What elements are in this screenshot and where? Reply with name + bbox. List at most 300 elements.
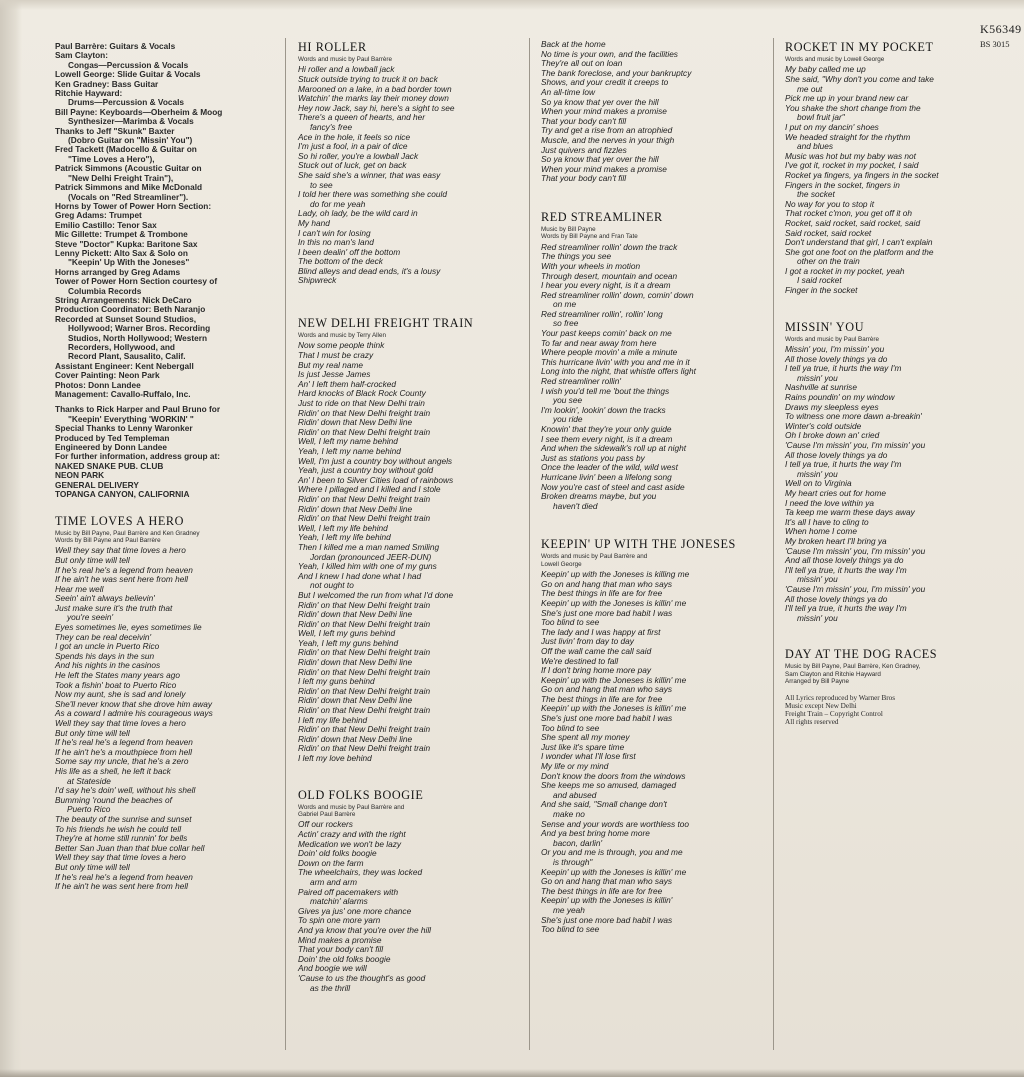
credit-line: Ken Gradney: Bass Guitar — [55, 78, 159, 89]
lyric-line: is through" — [553, 856, 593, 867]
credit-line: Freight Train – Copyright Control — [785, 709, 883, 718]
lyric-line: Fingers in the socket, fingers in — [785, 179, 900, 190]
lyric-line: My hand — [298, 217, 330, 228]
credit-line: GENERAL DELIVERY — [55, 479, 139, 490]
lyric-line: The best things in life are for free — [541, 885, 663, 896]
lyric-line: And boogie we will — [298, 963, 367, 974]
lyric-line: She's just one more bad habit I was — [541, 914, 673, 925]
song-title: TIME LOVES A HERO — [55, 513, 185, 528]
lyric-line: Your past keeps comin' back on me — [541, 328, 672, 339]
lyric-line: And I knew I had done what I had — [298, 570, 422, 581]
lyric-line: bacon, darlin' — [553, 837, 603, 848]
lyric-line: Yeah, I killed him with one of my guns — [298, 561, 437, 572]
lyric-line: Go on and hang that man who says — [541, 684, 672, 695]
credit-line: Engineered by Donn Landee — [55, 442, 168, 453]
lyric-line: I left my love behind — [298, 753, 372, 763]
lyric-line: Well they say that time loves a hero — [55, 545, 186, 556]
lyric-line: 'Cause I'm missin' you, I'm missin' you — [785, 583, 926, 594]
credit-line: All rights reserved — [785, 717, 839, 726]
lyric-line: 'Cause to us the thought's as good — [298, 972, 426, 983]
credit-line: Synthesizer—Marimba & Vocals — [68, 116, 194, 127]
lyric-line: Down on the farm — [298, 857, 364, 868]
lyric-line: No way for you to stop it — [785, 198, 875, 209]
lyric-line: Go on and hang that man who says — [541, 876, 672, 887]
song-lyrics — [541, 570, 763, 935]
lyric-line: So hi roller, you're a lowball Jack — [298, 150, 419, 161]
lyric-line: and blues — [797, 141, 833, 152]
lyric-line: at Stateside — [67, 775, 111, 786]
song-credit — [541, 553, 763, 568]
lyric-line: Ridin' on that New Delhi freight train — [298, 407, 431, 418]
lyric-line: Keepin' up with the Joneses is killin' me — [541, 866, 687, 877]
lyric-line: And ya know that you're over the hill — [298, 924, 432, 935]
lyric-line: Doin' the old folks boogie — [298, 953, 391, 964]
lyric-line: I left my life behind — [298, 714, 368, 725]
credit-line: "Keepin' Up With the Joneses" — [68, 257, 190, 268]
lyric-line: Hey now Jack, say hi, here's a sight to see — [298, 102, 455, 113]
lyric-line: Marooned on a lake, in a bad border town — [298, 83, 452, 94]
lyric-line: And she said, "Small change don't — [541, 799, 667, 810]
lyric-line: Shipwreck — [298, 275, 337, 286]
lyric-line: Jordan (pronounced JEER-DUN) — [310, 551, 432, 562]
lyric-line: When home I come — [785, 526, 857, 537]
lyric-line: When your mind makes a promise — [541, 163, 667, 174]
credit-line: Music by Bill Payne, Paul Barrère and Ken Gradney — [55, 529, 200, 537]
sleeve-top-edge — [0, 0, 1024, 10]
lyric-line: Just livin' from day to day — [541, 636, 634, 647]
lyric-line: Just to ride on that New Delhi train — [298, 398, 425, 409]
song-credit — [541, 226, 763, 241]
song-credit — [785, 663, 985, 685]
lyric-line: I'm just a fool, in a pair of dice — [298, 141, 408, 152]
lyric-line: Keepin' up with the Joneses is killin' me — [541, 597, 687, 608]
lyric-line: And his nights in the casinos — [55, 660, 161, 671]
lyric-line: Yeah, just a country boy without gold — [298, 465, 434, 476]
lyric-line: Sense and your words are worthless too — [541, 818, 690, 829]
lyric-line: But only time will tell — [55, 727, 130, 738]
lyric-line: Well on to Virginia — [785, 478, 852, 489]
lyric-line: She said, "Why don't you come and take — [785, 74, 934, 84]
credit-line: Words and music by Terry Allen — [298, 332, 386, 340]
credit-line: Lowell George: Slide Guitar & Vocals — [55, 69, 201, 80]
song-red-streamliner — [541, 210, 763, 511]
lyric-line: arm and arm — [310, 876, 358, 887]
lyric-line: And ya best bring home more — [541, 828, 650, 839]
lyric-line: Well, I left my guns behind — [298, 628, 396, 639]
lyric-line: 'Cause I'm missin' you, I'm missin' you — [785, 440, 926, 450]
column-1 — [55, 42, 275, 892]
lyric-line: as the thrill — [310, 982, 351, 993]
lyric-line: If he ain't he was sent here from hell — [55, 574, 189, 585]
credit-line: Columbia Records — [68, 285, 142, 296]
lyric-line: Watchin' the marks lay their money down — [298, 93, 449, 104]
lyric-line: Hurricane livin' been a lifelong song — [541, 471, 672, 482]
credit-line: Special Thanks to Lenny Waronker — [55, 423, 193, 434]
lyric-line: To his friends he wish he could tell — [55, 823, 182, 834]
song-time-loves-a-hero — [55, 514, 275, 892]
lyric-line: Well they say that time loves a hero — [55, 718, 186, 728]
lyric-line: not ought to — [310, 580, 354, 591]
lyric-line: Rains poundin' on my window — [785, 392, 895, 403]
lyric-line: me out — [797, 83, 823, 94]
lyric-line: Ridin' down that New Delhi line — [298, 503, 413, 514]
lyric-line: Ridin' on that New Delhi freight train — [298, 666, 431, 677]
credit-line: Lowell George — [541, 560, 582, 568]
lyric-line: Ridin' on that New Delhi freight train — [298, 426, 431, 437]
lyric-line: They can be real deceivin' — [55, 631, 152, 642]
lyric-line: Said rocket, said rocket — [785, 227, 872, 238]
lyric-line: To witness one more dawn a-breakin' — [785, 411, 922, 422]
lyric-line: Red streamliner rollin' down the track — [541, 241, 678, 252]
credit-line: Words and music by Lowell George — [785, 56, 885, 63]
lyric-line: And all those lovely things ya do — [785, 555, 904, 566]
lyric-line: The things you see — [541, 251, 612, 262]
credit-line: TOPANGA CANYON, CALIFORNIA — [55, 489, 190, 500]
credit-line: String Arrangements: Nick DeCaro — [55, 294, 192, 305]
credit-line: Patrick Simmons (Acoustic Guitar on — [55, 163, 202, 174]
song-old-folks-boogie — [298, 788, 518, 994]
lyric-line: you ride — [553, 414, 583, 425]
lyric-line: No time is your own, and the facilities — [541, 48, 678, 59]
song-title: RED STREAMLINER — [541, 209, 663, 224]
song-keepin-up-with-the-joneses — [541, 537, 763, 934]
lyric-line: All those lovely things ya do — [785, 353, 888, 364]
lyric-line: We're destined to fall — [541, 655, 619, 666]
lyric-line: missin' you — [797, 468, 838, 479]
lyric-line: Yeah, I left my guns behind — [298, 637, 399, 648]
lyric-line: The best things in life are for free — [541, 588, 663, 599]
credit-line: Words and music by Paul Barrère and — [298, 803, 405, 811]
lyric-line: I need the love within ya — [785, 497, 875, 508]
lyric-line: The bank foreclose, and your bankruptcy — [541, 67, 692, 78]
lyric-line: Hi roller and a lowball jack — [298, 64, 395, 75]
lyric-line: Well, I left my name behind — [298, 436, 398, 447]
lyric-line: missin' you — [797, 612, 838, 623]
credit-line: Patrick Simmons and Mike McDonald — [55, 182, 203, 193]
lyric-line: Mind makes a promise — [298, 934, 382, 945]
lyric-line: you're seein' — [67, 612, 114, 623]
lyric-line: Spends his days in the sun — [55, 650, 155, 661]
lyric-line: But only time will tell — [55, 554, 130, 565]
lyric-line: Keepin' up with the Joneses is killing me — [541, 569, 690, 580]
lyric-line: Keepin' up with the Joneses is killin' me — [541, 674, 687, 685]
lyric-line: Through desert, mountain and ocean — [541, 270, 678, 281]
lyric-line: I hear you every night, is it a dream — [541, 280, 671, 291]
lyric-line: matchin' alarms — [310, 896, 368, 907]
lyric-line: missin' you — [797, 372, 838, 383]
lyric-line: Better San Juan than that blue collar hell — [55, 842, 205, 853]
lyric-line: Doin' old folks boogie — [298, 848, 377, 859]
lyric-line: He left the States many years ago — [55, 670, 180, 681]
lyric-line: With your wheels in motion — [541, 260, 641, 271]
lyric-line: Muscle, and the nerves in your thigh — [541, 134, 675, 145]
lyric-line: Ridin' on that New Delhi freight train — [298, 743, 431, 754]
lyric-line: Ridin' down that New Delhi line — [298, 695, 413, 706]
song-lyrics — [298, 820, 518, 993]
lyric-line: I got an uncle in Puerto Rico — [55, 641, 160, 652]
lyric-line: Is just Jesse James — [298, 369, 371, 380]
lyric-line: An all-time low — [541, 86, 595, 97]
song-title: NEW DELHI FREIGHT TRAIN — [298, 316, 474, 331]
lyric-line: Back at the home — [541, 39, 606, 49]
lyric-line: I said rocket — [797, 275, 842, 286]
lyric-line: That rocket c'mon, you get off it oh — [785, 208, 913, 219]
lyric-line: Ridin' on that New Delhi freight train — [298, 618, 431, 629]
lyric-line: The bottom of the deck — [298, 256, 383, 267]
lyric-line: If he ain't he's a mouthpiece from hell — [55, 746, 192, 757]
lyric-line: I'm lookin', lookin' down the tracks — [541, 404, 666, 415]
credit-line: Horns by Tower of Power Horn Section: — [55, 200, 212, 211]
lyric-line: Try and get a rise from an atrophied — [541, 125, 673, 136]
lyric-line: Ridin' on that New Delhi freight train — [298, 724, 431, 735]
lyric-line: haven't died — [553, 500, 598, 511]
lyric-line: She's just one more bad habit I was — [541, 713, 673, 724]
credit-line: "Keepin' Everything 'WORKIN' " — [68, 413, 194, 424]
lyric-line: Gives ya jus' one more chance — [298, 905, 412, 916]
lyric-line: I'll tell ya true, it hurts the way I'm — [785, 564, 907, 575]
lyric-line: So ya know that yer over the hill — [541, 96, 659, 107]
song-lyrics — [55, 546, 275, 891]
lyric-line: Ridin' on that New Delhi freight train — [298, 705, 431, 716]
lyric-line: This hurricane livin' with you and me in it — [541, 356, 690, 367]
credit-line: Cover Painting: Neon Park — [55, 370, 160, 381]
song-credit — [785, 336, 985, 343]
lyric-line: Lady, oh lady, be the wild card in — [298, 208, 418, 219]
lyric-line: the socket — [797, 189, 835, 200]
lyric-line: Music was hot but my baby was not — [785, 150, 916, 161]
lyric-line: She got one foot on the platform and the — [785, 246, 934, 257]
lyric-line: That I must be crazy — [298, 350, 374, 361]
credit-line: Sam Clayton: — [55, 50, 109, 61]
lyric-line: Blind alleys and dead ends, it's a lousy — [298, 265, 441, 276]
credit-line: Management: Cavallo-Ruffalo, Inc. — [55, 389, 191, 400]
lyric-line: I see them every night, is it a dream — [541, 433, 673, 444]
lyric-line: His life as a shell, he left it back — [55, 765, 171, 776]
lyric-line: you see — [553, 395, 583, 406]
lyric-line: Ridin' on that New Delhi freight train — [298, 685, 431, 696]
lyric-line: Ridin' on that New Delhi freight train — [298, 647, 431, 658]
lyric-line: There's a queen of hearts, and her — [298, 112, 426, 123]
lyric-line: Red streamliner rollin' down, comin' down — [541, 289, 694, 300]
column-divider — [773, 38, 774, 1050]
bs-number: BS 3015 — [980, 39, 1010, 49]
lyric-line: Now you're cast of steel and cast aside — [541, 481, 685, 492]
credit-line: Arranged by Bill Payne — [785, 678, 850, 686]
song-hi-roller — [298, 40, 518, 286]
credit-line: Lenny Pickett: Alto Sax & Solo on — [55, 247, 188, 258]
credit-line: Horns arranged by Greg Adams — [55, 266, 181, 277]
lyric-line: Don't understand that girl, I can't explain — [785, 237, 933, 248]
lyric-line: They're all out on loan — [541, 58, 623, 69]
lyric-line: Well they say that time loves a hero — [55, 852, 186, 863]
lyric-line: Knowin' that they're your only guide — [541, 424, 672, 434]
song-credit — [298, 56, 518, 63]
lyric-line: I'd say he's doin' well, without his shell — [55, 785, 196, 796]
lyric-line: and abused — [553, 789, 597, 800]
catalog-numbers — [980, 22, 1024, 49]
lyric-line: bowl fruit jar" — [797, 112, 845, 123]
credit-line: Congas—Percussion & Vocals — [68, 59, 189, 70]
credit-line: Thanks to Jeff "Skunk" Baxter — [55, 125, 175, 136]
lyric-line: And when the sidewalk's roll up at night — [541, 443, 687, 454]
credit-line: Music by Bill Payne, Paul Barrère, Ken Gradney, — [785, 663, 921, 671]
lyric-line: So ya know that yer over the hill — [541, 154, 659, 165]
lyric-line: Don't know the doors from the windows — [541, 770, 686, 781]
song-lyrics — [785, 345, 985, 623]
sleeve-left-edge — [0, 0, 22, 1077]
credit-line: Fred Tackett (Madocello & Guitar on — [55, 144, 197, 155]
album-credits — [55, 42, 275, 500]
lyric-line: That your body can't fill — [541, 115, 627, 126]
lyric-line: Too blind to see — [541, 924, 600, 935]
lyric-line: The best things in life are for free — [541, 693, 663, 704]
credit-line: "New Delhi Freight Train"), — [68, 172, 174, 183]
lyric-line: Now some people think — [298, 340, 385, 351]
lyric-line: make no — [553, 809, 585, 819]
lyric-line: An' I been to Silver Cities load of rainbows — [298, 474, 454, 485]
lyric-line: But I welcomed the run from what I'd done — [298, 589, 454, 600]
credit-line: Ritchie Hayward: — [55, 88, 123, 99]
lyric-line: If he's real he's a legend from heaven — [55, 871, 193, 882]
lyric-line: so free — [553, 318, 579, 329]
song-rocket-in-my-pocket — [785, 40, 985, 296]
lyric-line: In this no man's land — [298, 237, 374, 248]
credit-line: Studios, North Hollywood; Western — [68, 332, 208, 343]
song-new-delhi-freight-train — [298, 316, 518, 764]
lyric-line: All those lovely things ya do — [785, 593, 888, 604]
lyric-line: I've got it, rocket in my pocket, I said — [785, 160, 919, 171]
lyric-line: My life or my mind — [541, 761, 609, 772]
lyric-line: I can't win for losing — [298, 227, 371, 238]
lyric-line: An' I left them half-crocked — [298, 378, 396, 389]
lyric-line: do for me yeah — [310, 198, 366, 209]
lyric-line: Where I pillaged and I killed and I stole — [298, 484, 441, 495]
credit-line: (Vocals on "Red Streamliner"). — [68, 191, 189, 202]
lyric-line: Nashville at sunrise — [785, 382, 857, 393]
lyric-line: The wheelchairs, they was locked — [298, 867, 423, 878]
lyric-line: Keepin' up with the Joneses is killin' me — [541, 703, 687, 714]
credit-line: Words and music by Paul Barrère — [785, 335, 880, 343]
credit-line: Photos: Donn Landee — [55, 379, 141, 390]
lyric-line: Seein' ain't always believin' — [55, 593, 155, 604]
lyric-line: Puerto Rico — [67, 804, 111, 815]
lyric-line: Well, I'm just a country boy without angels — [298, 455, 453, 466]
song-credit — [298, 332, 518, 339]
credit-line: Emilio Castillo: Tenor Sax — [55, 219, 157, 230]
lyric-line: Red streamliner rollin' — [541, 376, 621, 387]
lyric-line: Too blind to see — [541, 722, 600, 733]
lyric-line: When your mind makes a promise — [541, 106, 667, 117]
lyric-line: She keeps me so amused, damaged — [541, 780, 677, 791]
lyric-line: Actin' crazy and with the right — [298, 829, 406, 839]
lyric-line: Rocket, said rocket, said rocket, said — [785, 217, 921, 228]
lyric-line: The beauty of the sunrise and sunset — [55, 813, 192, 824]
credit-line: Assistant Engineer: Kent Nebergall — [55, 360, 194, 371]
credit-line: All Lyrics reproduced by Warner Bros — [785, 693, 896, 702]
lyric-line: Ridin' down that New Delhi line — [298, 733, 413, 744]
lyric-line: Draws my sleepless eyes — [785, 401, 879, 412]
lyric-line: 'Cause I'm missin' you, I'm missin' you — [785, 545, 926, 556]
lyric-line: Ta keep me warm these days away — [785, 507, 915, 518]
credit-line: (Dobro Guitar on "Missin' You") — [68, 135, 193, 146]
lyric-line: I wonder what I'll lose first — [541, 751, 636, 762]
lyric-line: If I don't bring home more pay — [541, 665, 651, 676]
lyric-line: Just like it's spare time — [541, 741, 625, 752]
credit-line: Greg Adams: Trumpet — [55, 210, 142, 221]
lyric-line: Ace in the hole, it feels so nice — [298, 131, 411, 142]
column-divider — [529, 38, 530, 1050]
song-title: KEEPIN' UP WITH THE JONESES — [541, 537, 736, 552]
lyric-line: Eyes sometimes lie, eyes sometimes lie — [55, 622, 202, 633]
lyric-line: They're at home still runnin' for bells — [55, 833, 188, 844]
song-credit — [55, 530, 275, 545]
lyric-line: I got a rocket in my pocket, yeah — [785, 265, 905, 276]
credit-line: Steve "Doctor" Kupka: Baritone Sax — [55, 238, 198, 249]
lyric-line: I been dealin' off the bottom — [298, 246, 401, 257]
song-missin-you — [785, 320, 985, 624]
lyric-line: on me — [553, 299, 577, 310]
lyric-line: Or you and me is through, you and me — [541, 847, 683, 858]
credit-line: NAKED SNAKE PUB. CLUB — [55, 460, 164, 471]
lyric-line: fancy's free — [310, 121, 353, 132]
lyric-line: other on the train — [797, 256, 860, 267]
song-credit — [785, 56, 985, 63]
lyric-line: Where people movin' a mile a minute — [541, 347, 678, 358]
lyric-line: If he's real he's a legend from heaven — [55, 564, 193, 575]
lyric-line: Broken dreams maybe, but you — [541, 491, 657, 502]
lyric-line: I tell ya true, it hurts the way I'm — [785, 459, 902, 470]
lyric-line: I'll tell ya true, it hurts the way I'm — [785, 603, 907, 614]
lyric-line: Off our rockers — [298, 819, 353, 830]
lyric-line: Just quivers and fizzles — [541, 144, 627, 155]
lyric-line: Rocket ya fingers, ya fingers in the socket — [785, 169, 939, 180]
credit-line: Music except New Delhi — [785, 701, 857, 710]
lyric-line: Too blind to see — [541, 617, 600, 628]
lyric-line: But only time will tell — [55, 861, 130, 872]
credit-line: Drums—Percussion & Vocals — [68, 97, 185, 108]
lyric-line: Took a fishin' boat to Puerto Rico — [55, 679, 177, 690]
lyric-line: Red streamliner rollin', rollin' long — [541, 308, 663, 319]
credit-line: Gabriel Paul Barrère — [298, 811, 356, 818]
lyric-line: All those lovely things ya do — [785, 449, 888, 460]
credit-line: Words and music by Paul Barrère and — [541, 553, 648, 561]
lyric-line: As a coward I admire his courageous ways — [55, 708, 213, 719]
lyric-line: Medication we won't be lazy — [298, 838, 402, 849]
column-4 — [785, 40, 985, 726]
lyric-line: She spent all my money — [541, 732, 630, 743]
catalog-number: K56349 — [980, 22, 1022, 36]
song-lyrics — [298, 341, 518, 763]
credit-line: Words and music by Paul Barrère — [298, 56, 393, 63]
lyric-line: To spin one more yarn — [298, 915, 381, 926]
credit-line: Thanks to Rick Harper and Paul Bruno for — [55, 404, 221, 415]
lyric-line: I left my guns behind — [298, 676, 375, 687]
lyric-line: Ridin' down that New Delhi line — [298, 417, 413, 428]
lyric-line: Once the leader of the wild, wild west — [541, 462, 678, 473]
song-title: HI ROLLER — [298, 40, 367, 54]
credit-line: Recorders, Hollywood, and — [68, 342, 175, 352]
lyric-line: My heart cries out for home — [785, 487, 886, 498]
lyric-line: Yeah, I left my name behind — [298, 446, 401, 456]
song-lyrics-continued — [541, 40, 763, 184]
lyric-line: me yeah — [553, 904, 585, 915]
lyric-line: Then I killed me a man named Smiling — [298, 541, 440, 552]
column-2 — [298, 40, 518, 993]
lyric-line: Long into the night, that whistle offers light — [541, 366, 696, 377]
song-title: OLD FOLKS BOOGIE — [298, 787, 424, 802]
lyric-line: Well, I left my life behind — [298, 522, 388, 533]
song-lyrics — [541, 243, 763, 512]
